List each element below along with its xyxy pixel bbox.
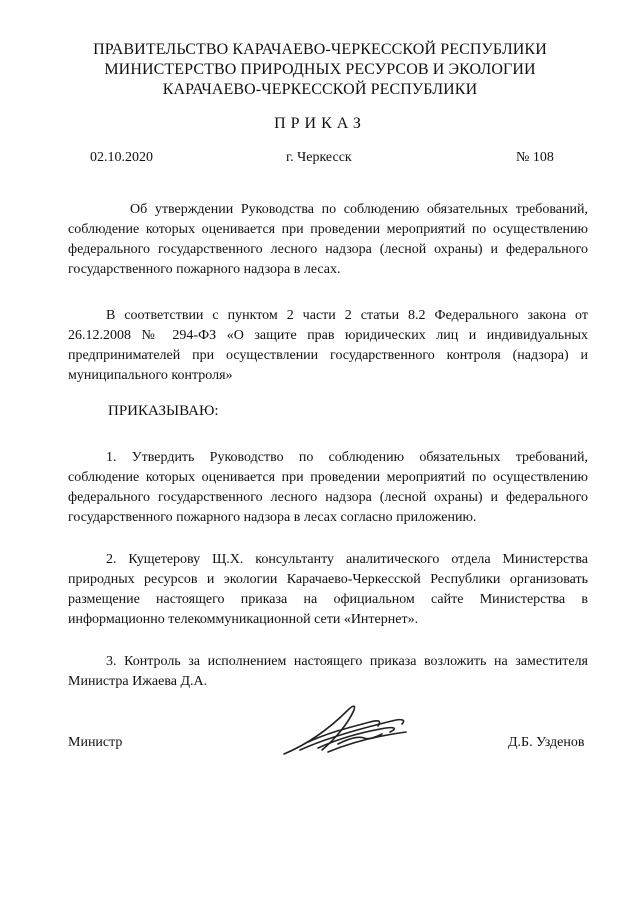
header-government: ПРАВИТЕЛЬСТВО КАРАЧАЕВО-ЧЕРКЕССКОЙ РЕСПУБЛИКИ: [93, 41, 547, 58]
order-item-2: 2. Кущетерову Щ.Х. консультанту аналитического отдела Министерства природных ресурсов и экологии Карачаево-Черкесской Республики организовать размещение настоящего приказа на официальном сайте Министерства в информационно телекоммуникационной сети «Интернет».: [68, 552, 588, 627]
handwritten-signature: [278, 698, 428, 760]
order-heading: ПРИКАЗЫВАЮ:: [108, 403, 219, 419]
document-date: 02.10.2020: [90, 150, 153, 165]
signatory-name: Д.Б. Узденов: [508, 735, 585, 750]
document-number: № 108: [516, 150, 554, 165]
document-subject: Об утверждении Руководства по соблюдению обязательных требований, соблюдение которых оценивается при проведении мероприятий по осуществлению федерального государственного лесного надзора (лесной охраны) и федерального государственного пожарного надзора в лесах.: [68, 202, 588, 277]
header-ministry: МИНИСТЕРСТВО ПРИРОДНЫХ РЕСУРСОВ И ЭКОЛОГИИ: [104, 61, 536, 78]
header-republic: КАРАЧАЕВО-ЧЕРКЕССКОЙ РЕСПУБЛИКИ: [162, 81, 478, 98]
order-item-1: 1. Утвердить Руководство по соблюдению обязательных требований, соблюдение которых оценивается при проведении мероприятий по осуществлению федерального государственного лесного надзора (лесной охраны) и федерального государственного пожарного надзора в лесах согласно приложению.: [68, 450, 588, 525]
document-header: [60, 40, 580, 100]
document-title: ПРИКАЗ: [274, 115, 366, 132]
order-item-3: 3. Контроль за исполнением настоящего приказа возложить на заместителя Министра Ижаева Д.А.: [68, 654, 588, 689]
legal-basis: В соответствии с пунктом 2 части 2 статьи 8.2 Федерального закона от 26.12.2008 № 294-ФЗ «О защите прав юридических лиц и индивидуальных предпринимателей при осуществлении государственного контроля (надзора) и муниципального контроля»: [68, 308, 588, 383]
document-city: г. Черкесск: [286, 150, 352, 165]
signature-stroke: [338, 734, 382, 744]
signatory-title: Министр: [68, 735, 123, 750]
